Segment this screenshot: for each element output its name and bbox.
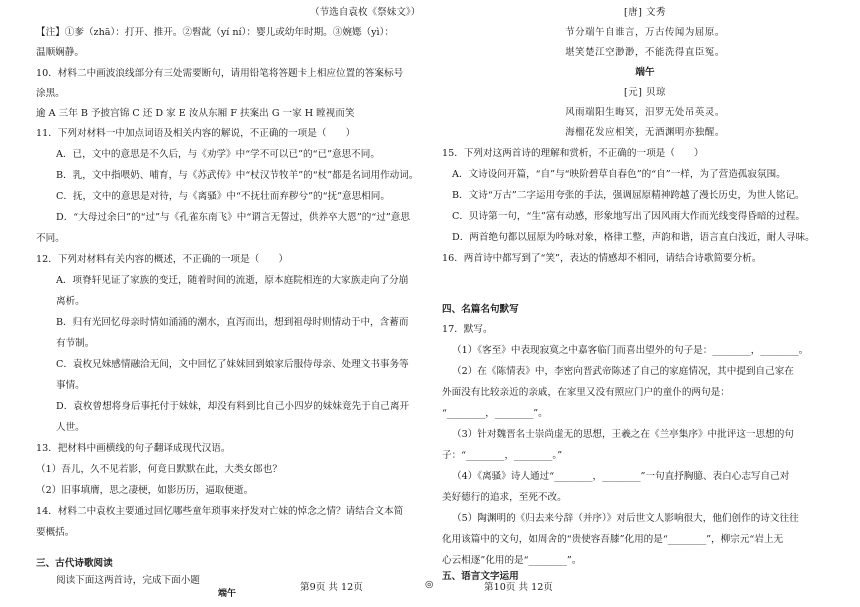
q11-option-b: B．乳，文中指喂奶、哺育，与《苏武传》中“杖汉节牧羊”的“杖”都是名词用作动词。	[56, 170, 419, 181]
poem-2-title: 端午	[635, 67, 655, 78]
q17-item-2-cont: 外面没有比较亲近的亲戚，在家里又没有照应门户的童仆的两句是：	[442, 387, 730, 398]
q12-option-a: A．项脊轩见证了家族的变迁，随着时间的流逝，原本庭院相连的大家族走向了分崩	[56, 275, 409, 286]
q11-option-a: A．已，文中的意思是不久后，与《劝学》中“学不可以已”的“已”意思不同。	[56, 149, 380, 160]
question-14: 14．材料二中袁枚主要通过回忆哪些童年琐事来抒发对亡妹的悼念之情？请结合文本简	[36, 506, 404, 517]
q17-item-1: （1）《客至》中表现寂寞之中嘉客临门而喜出望外的句子是：________，________。	[452, 345, 809, 356]
question-13: 13．把材料中画横线的句子翻译成现代汉语。	[36, 443, 231, 454]
right-page-number: 第10页 共 12页	[484, 582, 553, 593]
poem-1-line-1: 节分端午自谁言，万古传闻为屈原。	[565, 27, 725, 38]
poem-1-line-2: 堪笑楚江空渺渺，不能洗得直臣冤。	[565, 47, 725, 58]
poem-1-title: 端午	[218, 589, 237, 599]
source-note: （节选自袁枚《祭妹文》）	[310, 7, 421, 18]
q12-option-b: B．归有光回忆母亲时情如涌涌的潮水，直泻而出，想到祖母时则情动于中，含蓄而	[56, 317, 409, 328]
q17-item-2: （2）在《陈情表》中，李密向晋武帝陈述了自己的家庭情况，其中提到自己家在	[452, 366, 794, 377]
question-14-cont: 要概括。	[36, 527, 75, 538]
q12-option-d-cont: 人世。	[56, 422, 85, 433]
section-3-instruction: 阅读下面这两首诗，完成下面小题	[56, 575, 200, 586]
left-page-number: 第9页 共 12页	[300, 582, 363, 593]
q15-option-a: A．文诗设问开篇，“自”与“映阶碧草自春色”的“自”一样，为了营造孤寂氛围。	[452, 169, 786, 180]
q12-option-a-cont: 离析。	[56, 296, 85, 307]
q11-option-c: C．抚，文中的意思是对待，与《离骚》中“不抚壮而弃秽兮”的“抚”意思相同。	[56, 191, 390, 202]
annotation-line: 温顺娴静。	[36, 47, 84, 58]
q17-item-5: （5）陶渊明的《归去来兮辞（并序）》对后世文人影响很大，他们创作的诗文往往	[452, 513, 799, 524]
question-10-options: 逾 A 三年 B 予披宫锦 C 还 D 家 E 汝从东厢 F 扶案出 G 一家 H 瞠视而笑	[36, 108, 355, 119]
q11-option-d-cont: 不同。	[36, 233, 65, 244]
section-4-title: 四、名篇名句默写	[442, 304, 519, 315]
question-15: 15．下列对这两首诗的理解和赏析，不正确的一项是（ ）	[442, 148, 704, 159]
q15-option-c: C．贝诗第一句，“生”富有动感，形象地写出了因风雨大作而光线变得昏暗的过程。	[452, 211, 805, 222]
right-page	[430, 0, 860, 607]
q11-option-d: D．“大母过余曰”的“过”与《孔雀东南飞》中“谓言无誓过，供养卒大恩”的“过”意思	[56, 212, 410, 223]
section-3-title: 三、古代诗歌阅读	[36, 558, 113, 569]
annotation-line: 【注】①奓（zhā）：打开、推开。②髫龀（yí ní）：婴儿或幼年时期。③婉嫕（yì）：	[36, 27, 395, 38]
poem-2-author: [元] 贝琼	[623, 87, 667, 98]
section-5-title: 五、语言文字运用	[442, 571, 519, 582]
q17-item-3-cont: 子：“________，________。”	[442, 450, 563, 461]
q12-option-c-cont: 事情。	[56, 380, 85, 391]
question-17: 17．默写。	[442, 324, 493, 335]
binding-mark-icon: ◎	[425, 579, 434, 590]
poem-2-line-1: 风雨端阳生晦冥，汨罗无处吊英灵。	[565, 107, 725, 118]
q13-sentence-1: （1）吾儿，久不见若影，何竟日默默在此，大类女郎也？	[36, 464, 282, 475]
q17-item-5-cont: 化用该篇中的文句，如周舍的“贵使容吾膝”化用的是“________”，柳宗元“岩上无	[442, 534, 784, 545]
q17-item-2-blanks: “________，________”。	[442, 408, 548, 419]
question-16: 16．两首诗中都写到了“笑”，表达的情感却不相同，请结合诗歌简要分析。	[442, 253, 762, 264]
question-12: 12．下列对材料有关内容的概述，不正确的一项是（ ）	[36, 254, 289, 265]
poem-2-line-2: 海榴花发应相笑，无酒渊明亦独醒。	[565, 127, 725, 138]
q17-item-3: （3）针对魏晋名士崇尚虚无的思想，王羲之在《兰亭集序》中批评这一思想的句	[452, 429, 794, 440]
q15-option-b: B．文诗“万古”二字运用夸张的手法，强调屈原精神跨越了漫长历史，为世人铭记。	[452, 190, 805, 201]
q13-sentence-2: （2）旧事填膺，思之凄梗，如影历历，逼取便逝。	[36, 485, 254, 496]
question-10: 10．材料二中画波浪线部分有三处需要断句，请用铅笔将答题卡上相应位置的答案标号	[36, 68, 404, 79]
q17-item-5-end: 心云相逐”化用的是“________”。	[442, 555, 582, 566]
q17-item-4-cont: 美好德行的追求，至死不改。	[442, 492, 567, 503]
q17-item-4: （4）《离骚》诗人通过“________，________”一句直抒胸臆、表白心志写自己对	[452, 471, 790, 482]
q12-option-c: C．袁枚兄妹感情融洽无间，文中回忆了妹妹回到娘家后服侍母亲、处理文书事务等	[56, 359, 409, 370]
q12-option-b-cont: 有节制。	[56, 338, 95, 349]
q15-option-d: D．两首绝句都以屈原为吟咏对象，格律工整，声韵和谐，语言直白浅近，耐人寻味。	[452, 232, 815, 243]
poem-1-author: [唐] 文秀	[623, 7, 667, 18]
q12-option-d: D．袁枚曾想将身后事托付于妹妹，却没有料到比自己小四岁的妹妹竟先于自己离开	[56, 401, 410, 412]
question-11: 11．下列对材料一中加点词语及相关内容的解说，不正确的一项是（ ）	[36, 128, 356, 139]
question-10-cont: 涂黑。	[36, 88, 65, 99]
